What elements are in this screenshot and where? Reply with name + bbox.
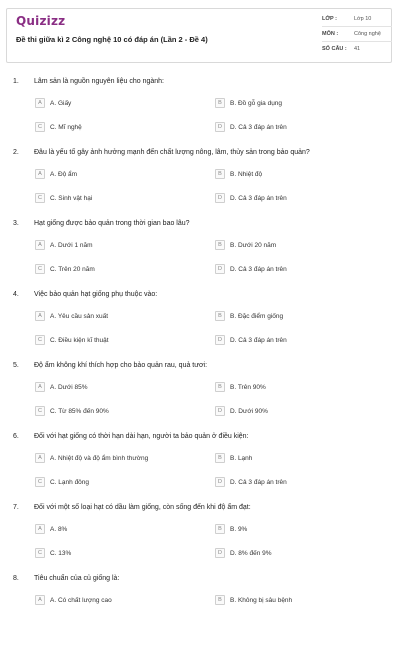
question-text: Đối với một số loại hạt có dầu làm giống, còn sống đến khi độ ẩm đạt: (34, 504, 251, 511)
option-text: C. Từ 85% đến 90% (50, 407, 109, 415)
option-text: D. Cả 3 đáp án trên (230, 194, 287, 202)
question-text: Tiêu chuẩn của củ giống là: (34, 575, 120, 582)
option-letter-box: C (35, 122, 45, 132)
question-number: 8. (13, 575, 19, 582)
option-text: A. Có chất lượng cao (50, 596, 112, 604)
option-b[interactable] (215, 594, 395, 606)
option-letter-box: C (35, 548, 45, 558)
meta-row-class (322, 12, 392, 27)
option-text: C. Lạnh đông (50, 478, 90, 486)
option-letter-box: B (215, 169, 225, 179)
meta-value: 41 (354, 46, 361, 52)
option-c[interactable] (35, 263, 215, 275)
quiz-meta-table (322, 12, 392, 56)
option-text: A. Giấy (50, 99, 72, 107)
option-text: C. Điều kiện kĩ thuật (50, 336, 109, 344)
meta-label: SỐ CÂU : (322, 46, 347, 52)
quizizz-logo[interactable]: Quizizz (16, 14, 66, 28)
question-item (0, 219, 400, 290)
option-c[interactable] (35, 334, 215, 346)
option-a[interactable] (35, 168, 215, 180)
option-b[interactable] (215, 452, 395, 464)
option-text: B. Không bị sâu bệnh (230, 596, 293, 604)
option-b[interactable] (215, 381, 395, 393)
option-c[interactable] (35, 192, 215, 204)
option-b[interactable] (215, 310, 395, 322)
option-text: B. Đặc điểm giống (230, 312, 284, 320)
question-text: Đâu là yếu tố gây ảnh hưởng mạnh đến chất lượng nông, lâm, thủy sản trong bảo quản? (34, 149, 310, 156)
option-text: A. Dưới 85% (50, 383, 88, 391)
option-text: D. Cả 3 đáp án trên (230, 265, 287, 273)
option-letter-box: D (215, 406, 225, 416)
quiz-header (6, 8, 392, 63)
option-letter-box: C (35, 264, 45, 274)
question-item (0, 361, 400, 432)
option-b[interactable] (215, 523, 395, 535)
option-letter-box: D (215, 264, 225, 274)
meta-row-question-count (322, 42, 392, 56)
option-a[interactable] (35, 239, 215, 251)
option-text: A. Nhiệt độ và độ ẩm bình thường (50, 454, 149, 462)
question-number: 2. (13, 149, 19, 156)
option-text: A. Yêu cầu sản xuất (50, 312, 109, 320)
option-letter-box: A (35, 595, 45, 605)
option-letter-box: D (215, 477, 225, 487)
option-b[interactable] (215, 97, 395, 109)
option-text: B. 9% (230, 525, 248, 533)
question-text: Hạt giống được bảo quản trong thời gian bao lâu? (34, 220, 190, 227)
option-text: B. Dưới 20 năm (230, 241, 277, 249)
option-c[interactable] (35, 547, 215, 559)
option-d[interactable] (215, 547, 395, 559)
option-letter-box: A (35, 98, 45, 108)
question-item (0, 290, 400, 361)
question-number: 6. (13, 433, 19, 440)
question-number: 4. (13, 291, 19, 298)
option-letter-box: B (215, 453, 225, 463)
option-letter-box: C (35, 477, 45, 487)
option-letter-box: B (215, 311, 225, 321)
option-text: D. Cả 3 đáp án trên (230, 478, 287, 486)
option-letter-box: D (215, 335, 225, 345)
option-text: B. Đồ gỗ gia dụng (230, 99, 283, 107)
meta-label: MÔN : (322, 31, 339, 37)
question-text: Độ ẩm không khí thích hợp cho bảo quản rau, quả tươi: (34, 362, 208, 369)
question-item (0, 574, 400, 645)
option-a[interactable] (35, 97, 215, 109)
option-d[interactable] (215, 121, 395, 133)
option-c[interactable] (35, 476, 215, 488)
meta-value: Công nghệ (354, 31, 381, 37)
question-item (0, 77, 400, 148)
page-title: Đề thi giữa kì 2 Công nghệ 10 có đáp án (Lần 2 - Đề 4) (16, 35, 208, 44)
option-letter-box: C (35, 193, 45, 203)
option-letter-box: B (215, 382, 225, 392)
option-text: A. 8% (50, 525, 68, 533)
option-letter-box: A (35, 311, 45, 321)
option-text: C. Trên 20 năm (50, 265, 95, 273)
option-text: D. Dưới 90% (230, 407, 268, 415)
option-text: D. Cả 3 đáp án trên (230, 336, 287, 344)
option-d[interactable] (215, 192, 395, 204)
option-text: B. Lạnh (230, 454, 253, 462)
option-d[interactable] (215, 334, 395, 346)
question-list (0, 77, 400, 645)
option-text: A. Độ ẩm (50, 170, 78, 178)
option-letter-box: D (215, 548, 225, 558)
option-letter-box: D (215, 193, 225, 203)
option-a[interactable] (35, 594, 215, 606)
question-item (0, 148, 400, 219)
option-text: C. Mĩ nghệ (50, 123, 82, 131)
option-a[interactable] (35, 381, 215, 393)
option-text: C. Sinh vật hại (50, 194, 93, 202)
option-c[interactable] (35, 121, 215, 133)
option-b[interactable] (215, 239, 395, 251)
option-d[interactable] (215, 476, 395, 488)
question-text: Đối với hạt giống có thời hạn dài hạn, người ta bảo quản ở điều kiện: (34, 433, 249, 440)
option-a[interactable] (35, 452, 215, 464)
question-number: 5. (13, 362, 19, 369)
option-letter-box: B (215, 524, 225, 534)
question-number: 3. (13, 220, 19, 227)
question-text: Lâm sản là nguồn nguyên liệu cho ngành: (34, 78, 164, 85)
question-number: 7. (13, 504, 19, 511)
option-letter-box: B (215, 595, 225, 605)
option-a[interactable] (35, 310, 215, 322)
question-item (0, 432, 400, 503)
option-d[interactable] (215, 263, 395, 275)
option-letter-box: D (215, 122, 225, 132)
option-text: A. Dưới 1 năm (50, 241, 93, 249)
option-c[interactable] (35, 405, 215, 417)
option-letter-box: A (35, 524, 45, 534)
option-letter-box: C (35, 335, 45, 345)
option-letter-box: C (35, 406, 45, 416)
option-letter-box: A (35, 169, 45, 179)
option-letter-box: B (215, 98, 225, 108)
option-text: B. Nhiệt độ (230, 170, 263, 178)
option-letter-box: A (35, 453, 45, 463)
meta-row-subject (322, 27, 392, 42)
option-text: D. Cả 3 đáp án trên (230, 123, 287, 131)
option-letter-box: B (215, 240, 225, 250)
option-text: C. 13% (50, 549, 72, 557)
option-letter-box: A (35, 240, 45, 250)
meta-value: Lớp 10 (354, 16, 372, 22)
option-text: D. 8% đến 9% (230, 549, 272, 557)
question-number: 1. (13, 78, 19, 85)
option-d[interactable] (215, 405, 395, 417)
option-letter-box: A (35, 382, 45, 392)
option-a[interactable] (35, 523, 215, 535)
meta-label: LỚP : (322, 16, 337, 22)
option-text: B. Trên 90% (230, 383, 266, 391)
option-b[interactable] (215, 168, 395, 180)
question-item (0, 503, 400, 574)
question-text: Việc bảo quản hạt giống phụ thuộc vào: (34, 291, 158, 298)
